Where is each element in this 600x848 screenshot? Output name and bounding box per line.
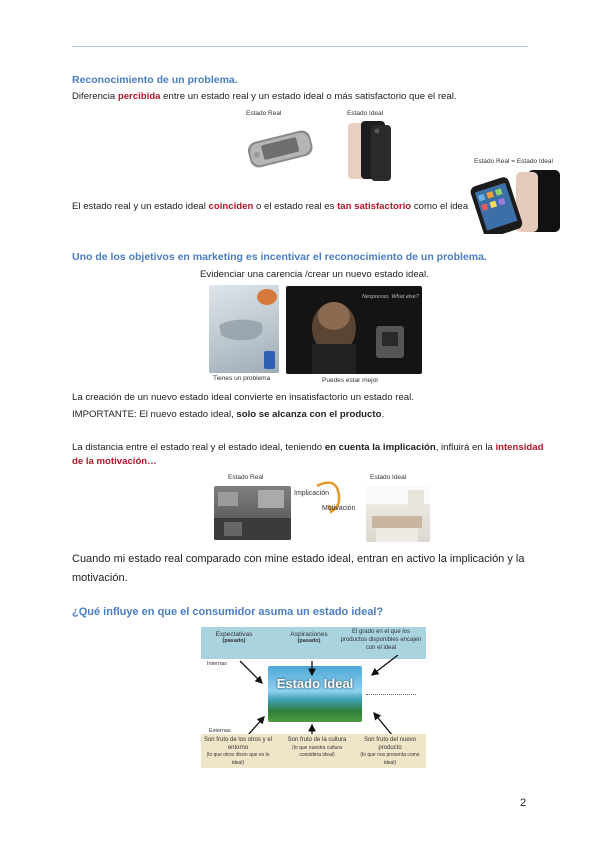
header-rule bbox=[72, 46, 528, 47]
caption-tienes-problema: Tienes un problema bbox=[213, 375, 271, 382]
heading-reconocimiento: Reconocimiento de un problema. bbox=[72, 74, 238, 86]
diagram-label-real: Estado Real bbox=[228, 474, 264, 481]
diagram-label-implicacion: Implicación bbox=[294, 490, 330, 497]
heading-objetivos-marketing: Uno de los objetivos en marketing es incentivar el reconocimiento de un problema. bbox=[72, 251, 487, 263]
modern-kitchen-image bbox=[366, 486, 430, 542]
coffee-ad-image bbox=[286, 286, 422, 374]
implicacion-motivacion-arrow bbox=[293, 478, 365, 518]
box-fruto-cultura: Son fruto de la cultura (lo que nuestra cultura considera ideal) bbox=[287, 737, 347, 758]
paragraph-cuando: Cuando mi estado real comparado con mine estado ideal, entran en activo la implicación y la motivación. bbox=[72, 553, 525, 584]
box-aspiraciones: Aspiraciones (pasado) bbox=[290, 631, 328, 644]
paragraph-creacion: La creación de un nuevo estado ideal convierte en insatisfactorio un estado real. bbox=[72, 392, 414, 403]
heading-que-influye: ¿Qué influye en que el consumidor asuma un estado ideal? bbox=[72, 606, 384, 618]
influence-arrows bbox=[200, 655, 430, 745]
label-internas: Internas bbox=[207, 661, 227, 667]
paragraph-coinciden: El estado real y un estado ideal coinciden o el estado real es tan satisfactorio como el idea bbox=[72, 201, 469, 212]
ad-slogan: Nespresso. What else? bbox=[362, 294, 419, 300]
box-fruto-otros: Son fruto de los otros y el entorno (lo que otros dicen que es lo ideal) bbox=[203, 737, 273, 766]
stained-shirt-image bbox=[209, 285, 279, 373]
label-estado-real-igual-ideal: Estado Real = Estado Ideal bbox=[474, 158, 553, 165]
diagram-label-motivacion: Motivación bbox=[322, 505, 356, 512]
box-grado-productos: El grado en el que los productos disponibles encajen con el ideal bbox=[340, 629, 422, 651]
box-expectativas: Expectativas (pasado) bbox=[215, 631, 253, 644]
paragraph-diferencia: Diferencia percibida entre un estado real y un estado ideal o más satisfactorio que el real. bbox=[72, 91, 457, 102]
diagram-label-ideal: Estado Ideal bbox=[370, 474, 407, 481]
old-kitchen-image bbox=[214, 486, 291, 540]
box-fruto-producto: Son fruto del nuevo producto (lo que nos presenta como ideal) bbox=[360, 737, 420, 766]
subline-evidenciar: Evidenciar una carencia /crear un nuevo estado ideal. bbox=[200, 269, 429, 280]
paragraph-importante: IMPORTANTE: El nuevo estado ideal, solo se alcanza con el producto. bbox=[72, 409, 385, 420]
page-number: 2 bbox=[520, 797, 527, 809]
old-phone-image bbox=[242, 122, 318, 174]
paragraph-distancia: La distancia entre el estado real y el estado ideal, teniendo en cuenta la implicación, influirá en la intensidad de la motivación… bbox=[72, 442, 544, 467]
iphone-group-image bbox=[470, 168, 562, 234]
label-estado-real: Estado Real bbox=[246, 110, 282, 117]
estado-ideal-center-label: Estado Ideal bbox=[276, 676, 354, 691]
new-phone-image bbox=[347, 121, 393, 181]
caption-puedes-estar-mejor: Puedes estar mejor bbox=[322, 377, 379, 384]
label-estado-ideal: Estado Ideal bbox=[347, 110, 384, 117]
label-externas: Externas bbox=[209, 728, 231, 734]
